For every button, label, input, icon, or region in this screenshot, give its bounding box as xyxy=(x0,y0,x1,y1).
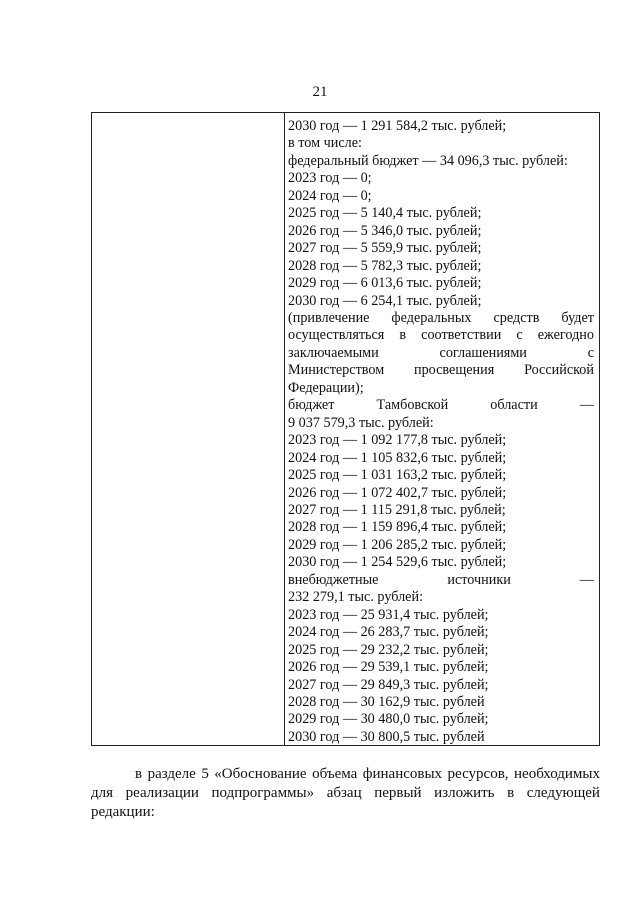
word: в xyxy=(399,327,407,344)
word: следующей xyxy=(526,785,600,801)
regional-budget-line: 9 037 579,3 тыс. рублей: xyxy=(288,414,434,431)
word: с xyxy=(516,327,523,344)
word: в xyxy=(135,766,143,782)
note-line xyxy=(288,327,594,344)
offbudget-line: 2025 год — 29 232,2 тыс. рублей; xyxy=(288,641,489,658)
budget-line: 2023 год — 0; xyxy=(288,170,372,187)
regional-budget-line: 2026 год — 1 072 402,7 тыс. рублей; xyxy=(288,484,507,501)
word: федеральных xyxy=(391,309,472,326)
word: средств xyxy=(493,309,540,326)
budget-line: 2025 год — 5 140,4 тыс. рублей; xyxy=(288,205,482,222)
budget-line: 2028 год — 5 782,3 тыс. рублей; xyxy=(288,257,482,274)
finance-cell xyxy=(288,118,594,746)
regional-budget-line: 2030 год — 1 254 529,6 тыс. рублей; xyxy=(288,554,507,571)
budget-line: в том числе: xyxy=(288,135,362,152)
word: — xyxy=(579,397,594,414)
budget-line: федеральный бюджет — 34 096,3 тыс. рублей: xyxy=(288,152,568,169)
regional-budget-header xyxy=(288,397,594,414)
word: первый xyxy=(374,785,422,801)
word: — xyxy=(579,571,594,588)
offbudget-line: 2028 год — 30 162,9 тыс. рублей xyxy=(288,693,485,710)
word: разделе xyxy=(147,766,196,782)
word: в xyxy=(507,785,515,801)
note-line xyxy=(288,362,594,379)
word: с xyxy=(587,344,594,361)
word: соответствии xyxy=(421,327,502,344)
word: ресурсов, xyxy=(447,766,509,782)
word: изложить xyxy=(434,785,495,801)
offbudget-line: 232 279,1 тыс. рублей: xyxy=(288,589,424,606)
word: (привлечение xyxy=(288,309,370,326)
word: внебюджетные xyxy=(288,571,379,588)
word: бюджет xyxy=(288,397,335,414)
offbudget-line: 2030 год — 30 800,5 тыс. рублей xyxy=(288,728,485,745)
word: области xyxy=(490,397,538,414)
word: Российской xyxy=(524,362,594,379)
paragraph-line-1 xyxy=(91,765,600,784)
word: реализации xyxy=(125,785,199,801)
word: просвещения xyxy=(413,362,495,379)
finance-table xyxy=(91,112,600,746)
regional-budget-line: 2029 год — 1 206 285,2 тыс. рублей; xyxy=(288,536,507,553)
note-line xyxy=(288,380,594,397)
word: Федерации); xyxy=(288,379,364,396)
regional-budget-line: 2025 год — 1 031 163,2 тыс. рублей; xyxy=(288,467,507,484)
note-line xyxy=(288,345,594,362)
budget-line: 2030 год — 6 254,1 тыс. рублей; xyxy=(288,292,482,309)
word: источники xyxy=(447,571,511,588)
word: «Обоснование xyxy=(214,766,307,782)
word: соглашениями xyxy=(439,344,527,361)
regional-budget-line: 2027 год — 1 115 291,8 тыс. рублей; xyxy=(288,501,506,518)
word: осуществляться xyxy=(288,327,385,344)
budget-line: 2030 год — 1 291 584,2 тыс. рублей; xyxy=(288,118,507,134)
regional-budget-line: 2024 год — 1 105 832,6 тыс. рублей; xyxy=(288,449,507,466)
word: для xyxy=(91,785,114,801)
word: финансовых xyxy=(362,766,443,782)
word: 5 xyxy=(201,766,209,782)
budget-line: 2024 год — 0; xyxy=(288,187,372,204)
page-number: 21 xyxy=(312,84,328,100)
word: заключаемыми xyxy=(288,344,379,361)
offbudget-line: 2024 год — 26 283,7 тыс. рублей; xyxy=(288,624,489,641)
budget-line: 2029 год — 6 013,6 тыс. рублей; xyxy=(288,275,482,292)
word: Тамбовской xyxy=(376,397,449,414)
amendment-paragraph xyxy=(91,765,600,822)
word: объема xyxy=(312,766,358,782)
column-divider xyxy=(284,113,285,745)
offbudget-line: 2023 год — 25 931,4 тыс. рублей; xyxy=(288,606,489,623)
regional-budget-line: 2023 год — 1 092 177,8 тыс. рублей; xyxy=(288,432,507,449)
budget-line: 2026 год — 5 346,0 тыс. рублей; xyxy=(288,222,482,239)
offbudget-line: 2026 год — 29 539,1 тыс. рублей; xyxy=(288,659,489,676)
note-line xyxy=(288,310,594,327)
word: Министерством xyxy=(288,362,385,379)
word: будет xyxy=(561,309,594,326)
word: необходимых xyxy=(514,766,600,782)
offbudget-line: 2029 год — 30 480,0 тыс. рублей; xyxy=(288,711,489,728)
word: абзац xyxy=(326,785,362,801)
paragraph-line-2 xyxy=(91,784,600,803)
paragraph-line-3: редакции: xyxy=(91,804,155,820)
regional-budget-line: 2028 год — 1 159 896,4 тыс. рублей; xyxy=(288,519,507,536)
budget-line: 2027 год — 5 559,9 тыс. рублей; xyxy=(288,240,482,257)
offbudget-line: 2027 год — 29 849,3 тыс. рублей; xyxy=(288,676,489,693)
word: ежегодно xyxy=(537,327,594,344)
word: подпрограммы» xyxy=(211,785,315,801)
offbudget-header xyxy=(288,572,594,589)
